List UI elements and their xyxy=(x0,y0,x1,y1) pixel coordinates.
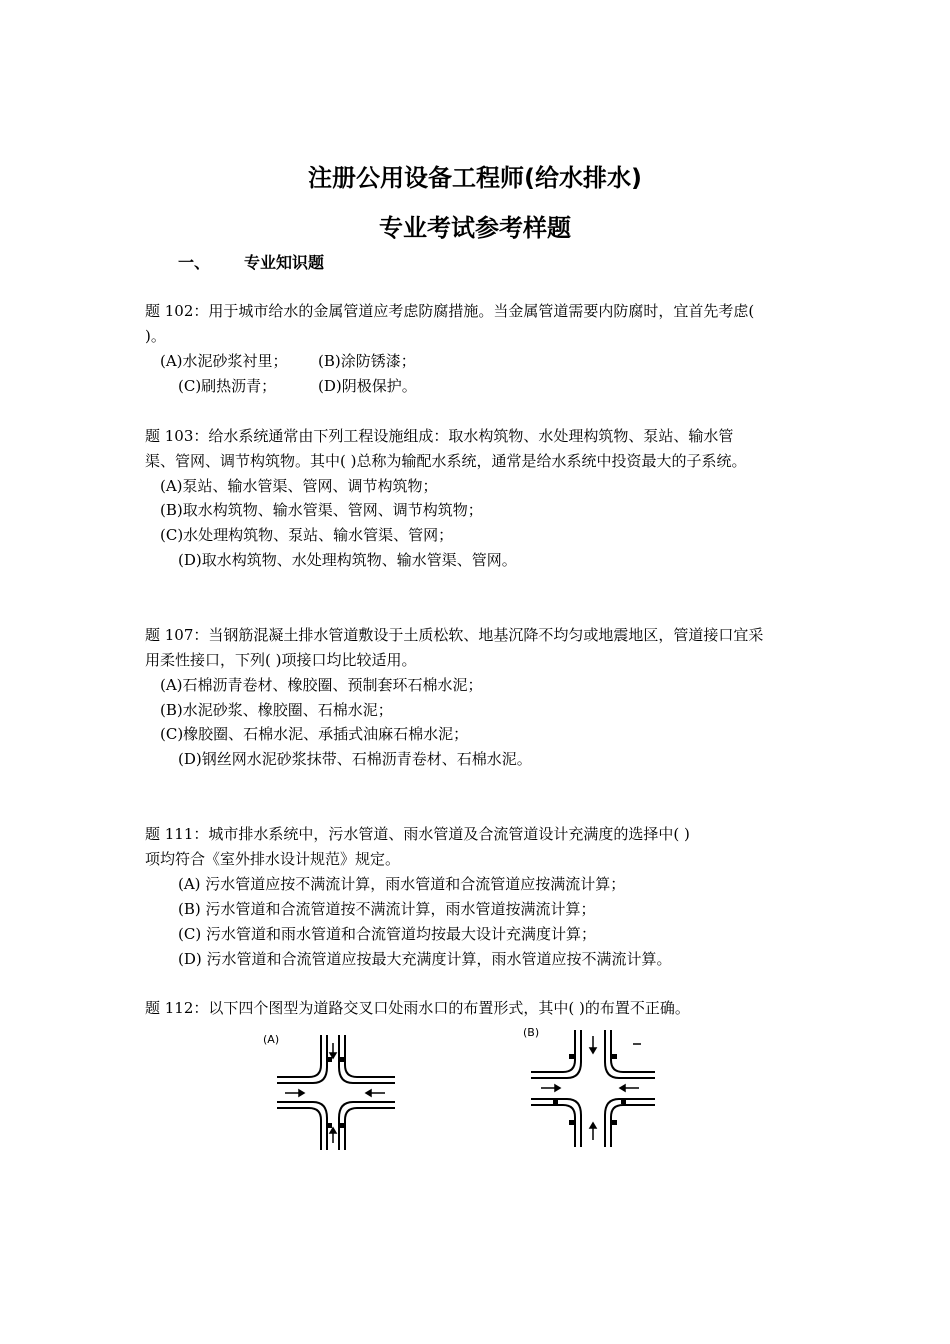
option-a: (A)水泥砂浆衬里； xyxy=(160,352,288,370)
flow-arrows xyxy=(541,1036,641,1140)
question-stem-cont: 渠、管网、调节构筑物。其中( )总称为输配水系统，通常是给水系统中投资最大的子系统。 xyxy=(145,452,747,470)
inlet-marks xyxy=(327,1057,344,1128)
section-number: 一、 xyxy=(178,253,211,272)
option-d: (D)取水构筑物、水处理构筑物、输水管渠、管网。 xyxy=(178,551,517,569)
figure-a-label: (A) xyxy=(263,1033,280,1046)
question-stem: 题 102：用于城市给水的金属管道应考虑防腐措施。当金属管道需要内防腐时，宜首先考虑( xyxy=(145,302,755,320)
option-d: (D) 污水管道和合流管道应按最大充满度计算，雨水管道应按不满流计算。 xyxy=(178,950,672,968)
figure-b-label: (B) xyxy=(523,1026,540,1039)
document-subtitle: 专业考试参考样题 xyxy=(379,214,571,242)
option-c: (C)刷热沥青； xyxy=(178,377,277,395)
option-d: (D)阴极保护。 xyxy=(318,377,417,395)
option-b: (B)水泥砂浆、橡胶圈、石棉水泥； xyxy=(160,701,393,719)
option-c: (C)水处理构筑物、泵站、输水管渠、管网； xyxy=(160,526,454,544)
option-a: (A)泵站、输水管渠、管网、调节构筑物； xyxy=(160,477,438,495)
option-d: (D)钢丝网水泥砂浆抹带、石棉沥青卷材、石棉水泥。 xyxy=(178,750,532,768)
question-stem-cont: 用柔性接口，下列( )项接口均比较适用。 xyxy=(145,651,417,669)
section-title: 专业知识题 xyxy=(244,253,325,272)
question-stem-cont: )。 xyxy=(145,327,166,345)
option-b: (B)取水构筑物、输水管渠、管网、调节构筑物； xyxy=(160,501,483,519)
document-title: 注册公用设备工程师(给水排水) xyxy=(308,164,642,192)
question-stem: 题 103：给水系统通常由下列工程设施组成：取水构筑物、水处理构筑物、泵站、输水管 xyxy=(145,427,734,445)
question-stem-cont: 项均符合《室外排水设计规范》规定。 xyxy=(145,850,401,868)
question-stem: 题 111：城市排水系统中，污水管道、雨水管道及合流管道设计充满度的选择中( ) xyxy=(145,825,690,843)
inlet-marks xyxy=(553,1054,626,1125)
option-a: (A) 污水管道应按不满流计算，雨水管道和合流管道应按满流计算； xyxy=(178,875,626,893)
option-c: (C)橡胶圈、石棉水泥、承插式油麻石棉水泥； xyxy=(160,725,469,743)
question-stem: 题 112：以下四个图型为道路交叉口处雨水口的布置形式，其中( )的布置不正确。 xyxy=(145,999,690,1017)
option-b: (B)涂防锈漆； xyxy=(318,352,416,370)
flow-arrows xyxy=(285,1043,385,1143)
question-stem: 题 107：当钢筋混凝土排水管道敷设于土质松软、地基沉降不均匀或地震地区，管道接口宜采 xyxy=(145,626,764,644)
option-c: (C) 污水管道和雨水管道和合流管道均按最大设计充满度计算； xyxy=(178,925,596,943)
option-a: (A)石棉沥青卷材、橡胶圈、预制套环石棉水泥； xyxy=(160,676,483,694)
intersection-figure-b xyxy=(515,1022,665,1157)
intersection-figure-a xyxy=(255,1025,415,1160)
option-b: (B) 污水管道和合流管道按不满流计算，雨水管道按满流计算； xyxy=(178,900,596,918)
section-heading xyxy=(178,250,324,273)
